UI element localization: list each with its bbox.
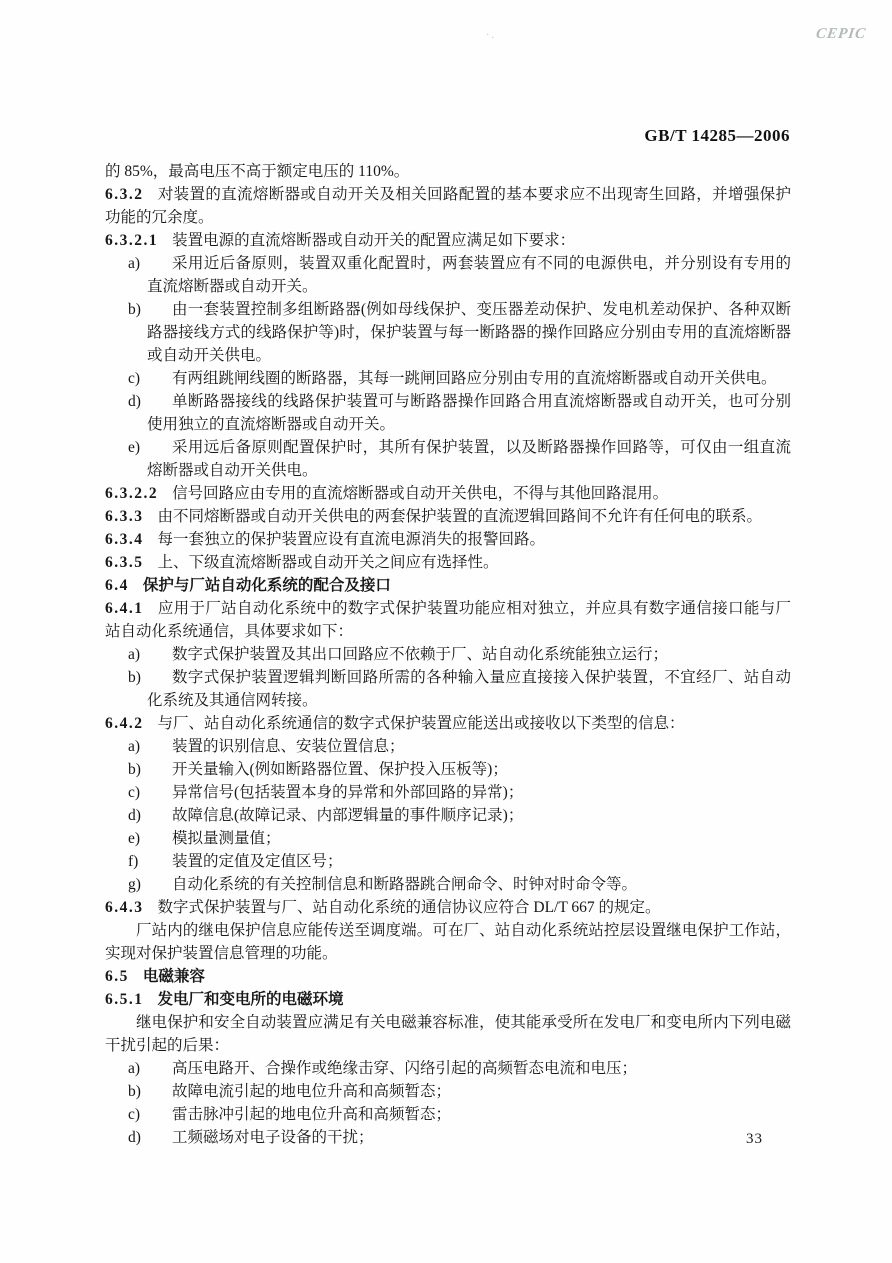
text-content: 信号回路应由专用的直流熔断器或自动开关供电，不得与其他回路混用。 bbox=[172, 485, 669, 502]
clause-paragraph bbox=[105, 482, 791, 505]
text-content: 有两组跳闸线圈的断路器，其每一跳闸回路应分别由专用的直流熔断器或自动开关供电。 bbox=[172, 370, 777, 387]
list-item bbox=[105, 873, 791, 896]
text-content: 应用于厂站自动化系统中的数字式保护装置功能应相对独立，并应具有数字通信接口能与厂站自动化系统通信，具体要求如下： bbox=[105, 600, 791, 640]
list-item bbox=[105, 252, 791, 298]
text-content: 模拟量测量值； bbox=[172, 830, 281, 847]
text-content: 发电厂和变电所的电磁环境 bbox=[157, 991, 344, 1008]
clause-number: 6.3.4 bbox=[105, 531, 144, 548]
list-marker: b) bbox=[128, 761, 141, 778]
text-content: 故障电流引起的地电位升高和高频暂态； bbox=[172, 1083, 452, 1100]
text-content: 装置电源的直流熔断器或自动开关的配置应满足如下要求： bbox=[172, 232, 576, 249]
clause-paragraph bbox=[105, 183, 791, 229]
list-item bbox=[105, 298, 791, 367]
list-marker: e) bbox=[128, 830, 141, 847]
text-content: 每一套独立的保护装置应设有直流电源消失的报警回路。 bbox=[157, 531, 546, 548]
list-marker: a) bbox=[128, 255, 141, 272]
list-marker: d) bbox=[128, 1129, 141, 1146]
list-item bbox=[105, 804, 791, 827]
clause-paragraph bbox=[105, 597, 791, 643]
text-content: 数字式保护装置及其出口回路应不依赖于厂、站自动化系统能独立运行； bbox=[172, 646, 669, 663]
list-item bbox=[105, 827, 791, 850]
list-item bbox=[105, 1103, 791, 1126]
list-item bbox=[105, 850, 791, 873]
text-content: 数字式保护装置逻辑判断回路所需的各种输入量应直接接入保护装置，不宜经厂、站自动化系统及其通信网转接。 bbox=[147, 669, 791, 709]
text-content: 采用远后备原则配置保护时，其所有保护装置，以及断路器操作回路等，可仅由一组直流熔断器或自动开关供电。 bbox=[147, 439, 791, 479]
text-content: 电磁兼容 bbox=[142, 968, 205, 985]
text-content: 与厂、站自动化系统通信的数字式保护装置应能送出或接收以下类型的信息： bbox=[157, 715, 685, 732]
list-marker: b) bbox=[128, 1083, 141, 1100]
clause-paragraph bbox=[105, 505, 791, 528]
text-content: 开关量输入(例如断路器位置、保护投入压板等)； bbox=[172, 761, 508, 778]
text-content: 工频磁场对电子设备的干扰； bbox=[172, 1129, 374, 1146]
clause-number: 6.3.2.1 bbox=[105, 232, 159, 249]
clause-number: 6.4.2 bbox=[105, 715, 144, 732]
list-marker: a) bbox=[128, 646, 141, 663]
text-content: 故障信息(故障记录、内部逻辑量的事件顺序记录)； bbox=[172, 807, 524, 824]
text-content: 采用近后备原则，装置双重化配置时，两套装置应有不同的电源供电，并分别设有专用的直流熔断器或自动开关。 bbox=[147, 255, 791, 295]
list-item bbox=[105, 758, 791, 781]
list-marker: c) bbox=[128, 1106, 141, 1123]
list-item bbox=[105, 666, 791, 712]
text-content: 的 85%，最高电压不高于额定电压的 110%。 bbox=[105, 163, 410, 180]
list-marker: b) bbox=[128, 301, 141, 318]
list-item bbox=[105, 367, 791, 390]
text-content: 继电保护和安全自动装置应满足有关电磁兼容标准，使其能承受所在发电厂和变电所内下列电磁干扰引起的后果： bbox=[105, 1014, 791, 1054]
standard-number-header: GB/T 14285—2006 bbox=[644, 126, 790, 145]
paragraph bbox=[105, 919, 791, 965]
list-marker: c) bbox=[128, 370, 141, 387]
list-marker: f) bbox=[128, 853, 139, 870]
text-content: 高压电路开、合操作或绝缘击穿、闪络引起的高频暂态电流和电压； bbox=[172, 1060, 638, 1077]
clause-paragraph bbox=[105, 229, 791, 252]
list-marker: d) bbox=[128, 807, 141, 824]
text-content: 保护与厂站自动化系统的配合及接口 bbox=[142, 577, 391, 594]
clause-number: 6.5.1 bbox=[105, 991, 144, 1008]
list-item bbox=[105, 781, 791, 804]
clause-paragraph bbox=[105, 528, 791, 551]
document-body bbox=[105, 160, 791, 1149]
list-item bbox=[105, 643, 791, 666]
clause-number: 6.3.5 bbox=[105, 554, 144, 571]
clause-number: 6.5 bbox=[105, 968, 129, 985]
list-marker: g) bbox=[128, 876, 141, 893]
text-content: 单断路器接线的线路保护装置可与断路器操作回路合用直流熔断器或自动开关，也可分别使用独立的直流熔断器或自动开关。 bbox=[147, 393, 791, 433]
clause-paragraph bbox=[105, 551, 791, 574]
list-marker: a) bbox=[128, 738, 141, 755]
text-content: 数字式保护装置与厂、站自动化系统的通信协议应符合 DL/T 667 的规定。 bbox=[157, 899, 661, 916]
list-item bbox=[105, 1057, 791, 1080]
text-content: 厂站内的继电保护信息应能传送至调度端。可在厂、站自动化系统站控层设置继电保护工作站，实现对保护装置信息管理的功能。 bbox=[105, 922, 791, 962]
section-heading bbox=[105, 988, 791, 1011]
text-content: 对装置的直流熔断器或自动开关及相关回路配置的基本要求应不出现寄生回路，并增强保护功能的冗余度。 bbox=[105, 186, 791, 226]
clause-number: 6.4.1 bbox=[105, 600, 144, 617]
text-content: 上、下级直流熔断器或自动开关之间应有选择性。 bbox=[157, 554, 499, 571]
list-item bbox=[105, 1126, 791, 1149]
paragraph bbox=[105, 160, 791, 183]
section-heading bbox=[105, 574, 791, 597]
clause-paragraph bbox=[105, 712, 791, 735]
list-marker: e) bbox=[128, 439, 141, 456]
paragraph bbox=[105, 1011, 791, 1057]
clause-number: 6.3.2.2 bbox=[105, 485, 159, 502]
cepic-watermark-logo: CEPIC bbox=[814, 26, 868, 42]
clause-paragraph bbox=[105, 896, 791, 919]
text-content: 由一套装置控制多组断路器(例如母线保护、变压器差动保护、发电机差动保护、各种双断路器接线方式的线路保护等)时，保护装置与每一断路器的操作回路应分别由专用的直流熔断器或自动开关供电。 bbox=[147, 301, 791, 364]
list-marker: d) bbox=[128, 393, 141, 410]
text-content: 装置的定值及定值区号； bbox=[172, 853, 343, 870]
text-content: 雷击脉冲引起的地电位升高和高频暂态； bbox=[172, 1106, 452, 1123]
list-item bbox=[105, 436, 791, 482]
list-item bbox=[105, 1080, 791, 1103]
text-content: 装置的识别信息、安装位置信息； bbox=[172, 738, 405, 755]
list-marker: c) bbox=[128, 784, 141, 801]
list-item bbox=[105, 735, 791, 758]
text-content: 自动化系统的有关控制信息和断路器跳合闸命令、时钟对时命令等。 bbox=[172, 876, 638, 893]
scan-artifact: ·. bbox=[486, 30, 496, 41]
list-marker: a) bbox=[128, 1060, 141, 1077]
text-content: 由不同熔断器或自动开关供电的两套保护装置的直流逻辑回路间不允许有任何电的联系。 bbox=[157, 508, 763, 525]
list-item bbox=[105, 390, 791, 436]
clause-number: 6.3.3 bbox=[105, 508, 144, 525]
text-content: 异常信号(包括装置本身的异常和外部回路的异常)； bbox=[172, 784, 524, 801]
clause-number: 6.4.3 bbox=[105, 899, 144, 916]
clause-number: 6.3.2 bbox=[105, 186, 144, 203]
section-heading bbox=[105, 965, 791, 988]
list-marker: b) bbox=[128, 669, 141, 686]
page-number: 33 bbox=[746, 1131, 763, 1147]
clause-number: 6.4 bbox=[105, 577, 129, 594]
